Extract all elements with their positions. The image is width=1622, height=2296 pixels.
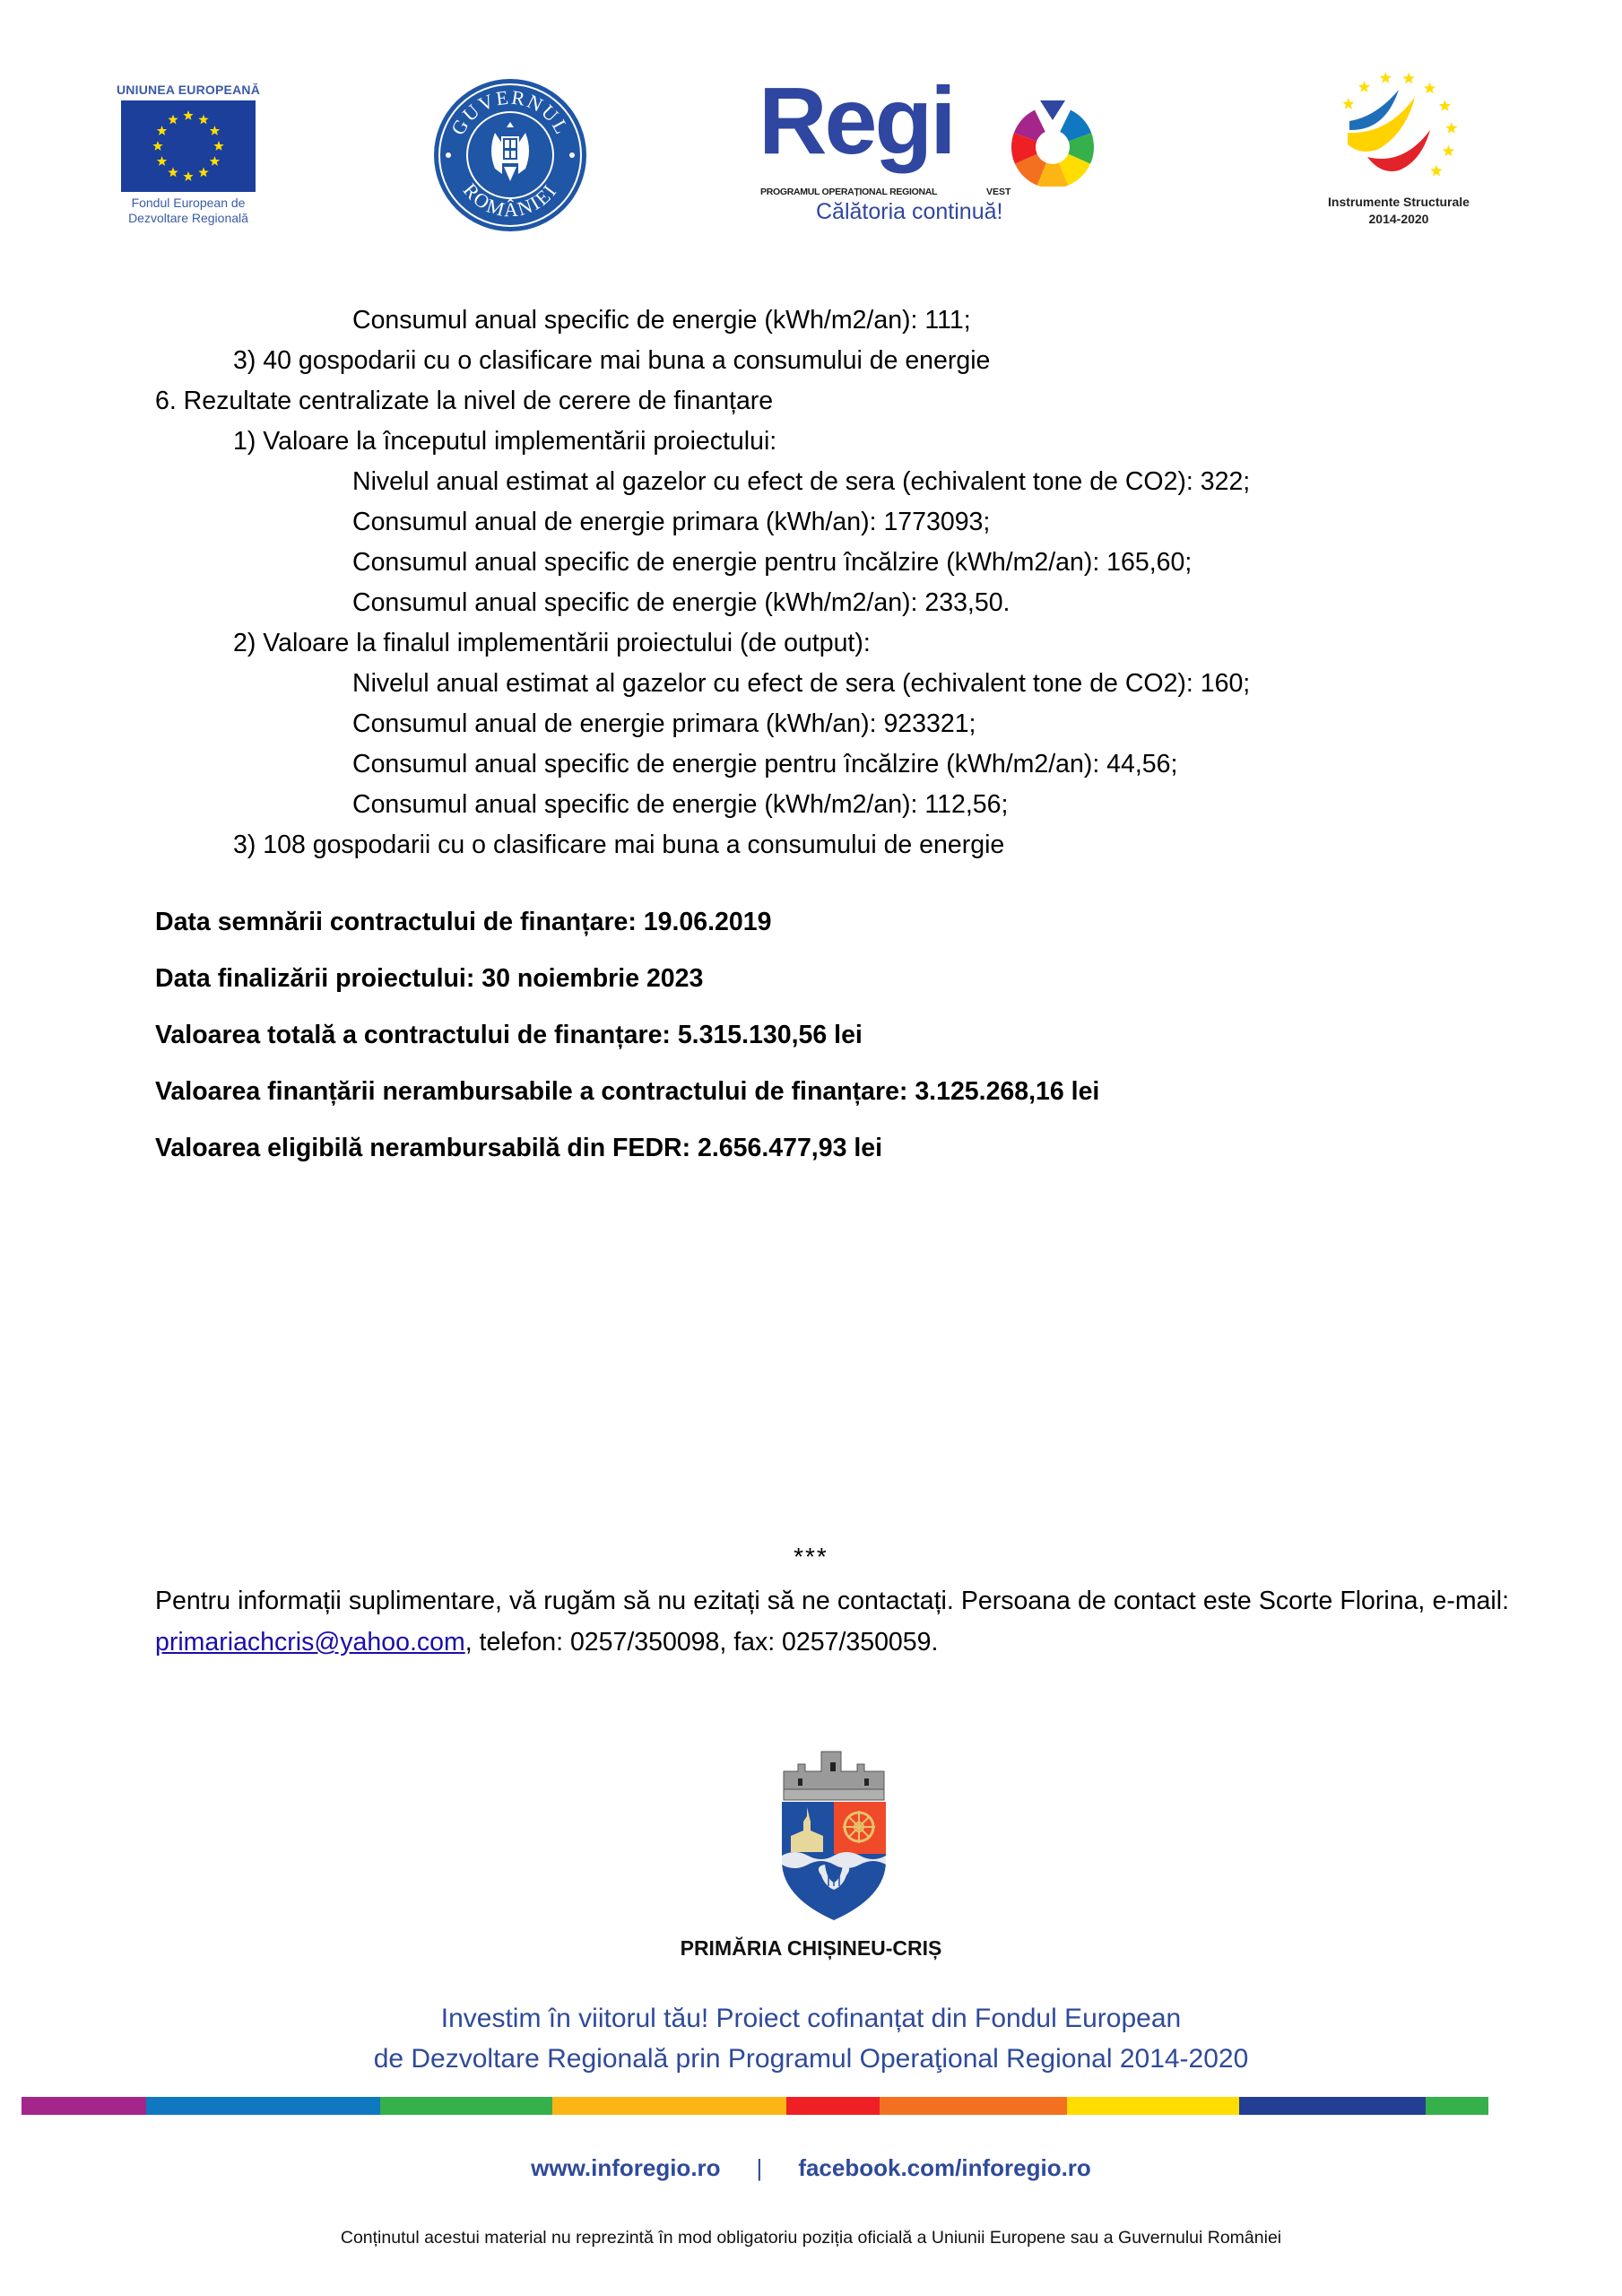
band-segment (552, 2097, 786, 2115)
cofinancing-line-2: de Dezvoltare Regională prin Programul Operaţional Regional 2014-2020 (373, 2044, 1249, 2074)
band-segment (146, 2097, 380, 2115)
eu-logo-title: UNIUNEA EUROPEANĂ (117, 83, 261, 97)
contact-paragraph (155, 1580, 1509, 1663)
band-segment (22, 2097, 146, 2115)
band-segment (786, 2097, 880, 2115)
fedr-eligible-value: Valoarea eligibilă nerambursabilă din FEDR: 2.656.477,93 lei (155, 1134, 883, 1162)
contact-email-link[interactable]: primariachcris@yahoo.com (155, 1628, 465, 1657)
indicator-line: 3) 108 gospodarii cu o clasificare mai buna a consumului de energie (233, 831, 1005, 859)
is-logo-line-1: Instrumente Structurale (1328, 195, 1470, 209)
seal-bottom-text: ROMÂNIEI (458, 178, 562, 222)
band-segment (880, 2097, 1067, 2115)
regio-logo (759, 68, 1099, 226)
indicator-line: Consumul anual de energie primara (kWh/an): 923321; (352, 709, 976, 738)
band-segment (1239, 2097, 1427, 2115)
indicator-line: Nivelul anual estimat al gazelor cu efect de sera (echivalent tone de CO2): 160; (352, 669, 1251, 698)
eu-flag-icon (121, 100, 256, 192)
project-completion-date: Data finalizării proiectului: 30 noiembrie 2023 (155, 964, 704, 993)
footer-links (0, 2154, 1622, 2182)
coat-of-arms-icon (771, 1744, 897, 1924)
indicator-line: Consumul anual de energie primara (kWh/an): 1773093; (352, 508, 991, 536)
regio-tagline: Călătoria continuă! (816, 199, 1003, 224)
indicator-line: Nivelul anual estimat al gazelor cu efect de sera (echivalent tone de CO2): 322; (352, 467, 1251, 496)
indicator-line: 3) 40 gospodarii cu o clasificare mai buna a consumului de energie (233, 346, 991, 375)
eu-logo-subtitle-1: Fondul European de (131, 196, 246, 210)
regio-color-wheel-icon (1010, 100, 1096, 187)
inforegio-facebook-link[interactable]: facebook.com/inforegio.ro (798, 2154, 1091, 2181)
cofinancing-line-1: Investim în viitorul tău! Proiect cofinanțat din Fondul European (440, 2004, 1182, 2033)
section-separator: *** (794, 1543, 828, 1570)
star-icon (1380, 72, 1392, 83)
structural-instruments-icon (1331, 72, 1466, 193)
indicator-line: Consumul anual specific de energie (kWh/m2/an): 111; (352, 306, 971, 335)
regio-program-label: PROGRAMUL OPERAȚIONAL REGIONAL (760, 187, 938, 197)
indicator-line: Consumul anual specific de energie pentru încălzire (kWh/m2/an): 44,56; (352, 750, 1178, 778)
seal-top-text: GUVERNUL (446, 85, 575, 139)
regio-color-band (22, 2097, 1488, 2115)
is-logo-line-2: 2014-2020 (1368, 212, 1429, 226)
contact-intro: Pentru informații suplimentare, vă rugăm să nu ezitați să ne contactați. Persoana de contact este Scorte Florina, e-mail: (155, 1587, 1509, 1615)
romanian-government-seal (432, 77, 588, 233)
contact-phone-fax: , telefon: 0257/350098, fax: 0257/350059. (464, 1628, 939, 1657)
government-seal-icon (432, 77, 588, 233)
band-segment (1426, 2097, 1488, 2115)
non-refundable-value: Valoarea finanțării nerambursabile a contractului de finanțare: 3.125.268,16 lei (155, 1077, 1100, 1106)
star-icon (1439, 100, 1451, 111)
inforegio-website-link[interactable]: www.inforegio.ro (531, 2154, 721, 2181)
band-segment (380, 2097, 551, 2115)
instrumente-structurale-logo (1291, 72, 1506, 242)
star-icon (1430, 165, 1442, 177)
indicator-line: Consumul anual specific de energie (kWh/m2/an): 233,50. (352, 588, 1010, 617)
eu-logo-subtitle-2: Dezvoltare Regională (128, 211, 248, 225)
band-segment (1067, 2097, 1238, 2115)
star-icon (1443, 145, 1454, 157)
star-icon (1342, 98, 1354, 109)
star-icon (1403, 73, 1415, 84)
star-icon (1424, 83, 1436, 94)
chisineu-cris-coat-of-arms (771, 1744, 897, 1924)
cofinancing-statement (0, 1998, 1622, 2079)
indicator-line: Consumul anual specific de energie pentru încălzire (kWh/m2/an): 165,60; (352, 548, 1193, 577)
regio-wordmark: Regi (759, 68, 954, 174)
total-contract-value: Valoarea totală a contractului de finanțare: 5.315.130,56 lei (155, 1021, 863, 1049)
indicator-subheading: 1) Valoare la începutul implementării proiectului: (233, 427, 777, 456)
contract-signing-date: Data semnării contractului de finanțare: 19.06.2019 (155, 908, 772, 936)
regio-region-label: VEST (986, 187, 1011, 197)
indicator-subheading: 2) Valoare la finalul implementării proiectului (de output): (233, 629, 871, 657)
star-icon (1445, 122, 1457, 134)
indicator-line: Consumul anual specific de energie (kWh/m2/an): 112,56; (352, 790, 1009, 819)
star-icon (1358, 81, 1370, 92)
eu-disclaimer: Conținutul acestui material nu reprezintă în mod obligatoriu poziția oficială a Uniunii Europene sau a Guvernului României (340, 2228, 1282, 2248)
institution-name: PRIMĂRIA CHIȘINEU-CRIȘ (680, 1936, 942, 1960)
links-separator: | (756, 2154, 763, 2181)
eu-logo (117, 83, 260, 226)
section-heading: 6. Rezultate centralizate la nivel de cerere de finanțare (155, 387, 774, 415)
